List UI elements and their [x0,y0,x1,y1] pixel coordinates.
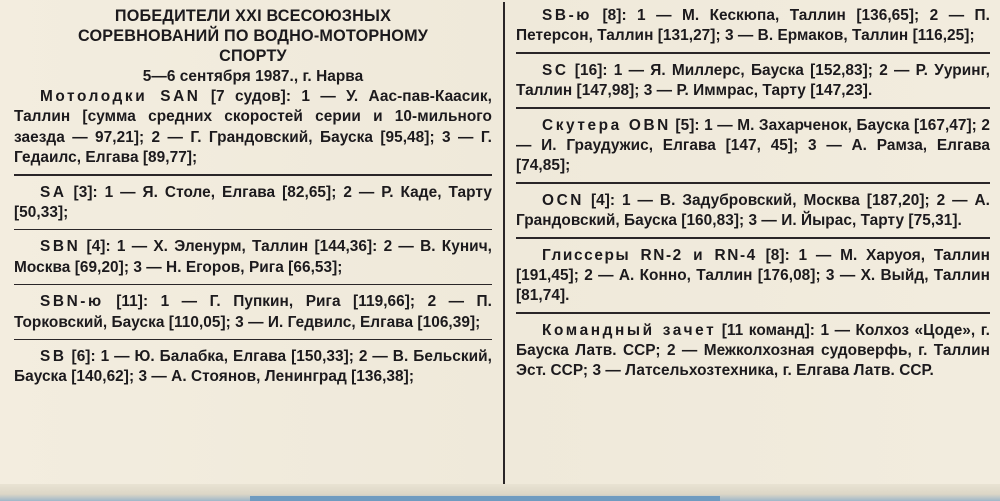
results-text: [16]: 1 — Я. Миллерс, Бауска [152,83]; 2 — Р. Ууринг, Таллин [147,98]; 3 — Р. Иммрас, Тарту [147,23]. [516,61,990,100]
section-divider [14,174,492,176]
page-edge [0,484,1000,501]
article-title [14,6,492,66]
class-label: Командный зачет [542,321,717,339]
results-entry [14,347,492,387]
section-divider [516,52,990,54]
title-line: СОРЕВНОВАНИЙ ПО ВОДНО-МОТОРНОМУ [77,27,429,45]
class-label: OCN [542,191,585,209]
results-text: [8]: 1 — М. Кескюпа, Таллин [136,65]; 2 — П. Петерсон, Таллин [131,27]; 3 — В. Ермаков, Таллин [116,25]; [516,7,990,45]
background-strip [250,496,720,501]
results-entry [516,191,990,231]
results-text: [11]: 1 — Г. Пупкин, Рига [119,66]; 2 — П. Торковский, Бауска [110,05]; 3 — И. Гедвилс, Елгава [106,39]; [14,293,492,331]
section-divider [516,182,990,184]
section-divider [516,107,990,109]
results-entry [14,237,492,277]
section-divider [516,237,990,239]
class-label: SA [40,183,67,201]
column-divider [503,2,505,484]
results-entry [14,183,492,223]
section-divider [14,229,492,231]
results-entry [14,292,492,332]
results-text: [4]: 1 — Х. Эленурм, Таллин [144,36]: 2 — В. Кунич, Москва [69,20]; 3 — Н. Егоров, Рига [66,53]; [14,238,492,276]
class-label: Мотолодки SAN [40,88,201,106]
class-label: SBN [40,238,81,256]
results-entry [14,87,492,168]
results-text: [3]: 1 — Я. Столе, Елгава [82,65]; 2 — Р. Каде, Тарту [50,33]; [14,183,492,221]
results-entry [516,246,990,307]
results-entry [516,321,990,382]
left-column [14,6,492,388]
results-text: [11 команд]: 1 — Колхоз «Цоде», г. Бауска Латв. ССР; 2 — Межколхозная судоверфь, г. Таллин Эст. ССР; 3 — Латсельхозтехника, г. Елгава Латв. ССР. [516,321,990,380]
class-label: Скутера OBN [542,116,671,134]
class-label: SBN-ю [40,293,104,311]
title-line: ПОБЕДИТЕЛИ XXI ВСЕСОЮЗНЫХ [114,7,392,25]
section-divider [14,339,492,341]
results-text: [8]: 1 — М. Харуоя, Таллин [191,45]; 2 — А. Конно, Таллин [176,08]; 3 — Х. Выйд, Таллин [81,74]. [516,246,991,305]
results-text: [4]: 1 — В. Задубровский, Москва [187,20]; 2 — А. Грандовский, Бауска [160,83]; 3 — И. Йырас, Тарту [75,31]. [516,191,990,230]
right-column [516,6,990,382]
results-entry [516,116,990,177]
class-label: SB-ю [542,7,593,24]
results-entry [516,61,990,101]
results-entry [516,6,990,46]
section-divider [516,312,990,314]
section-divider [14,284,492,286]
results-text: [5]: 1 — М. Захарченок, Бауска [167,47]; 2 — И. Граудужис, Елгава [147, 45]; 3 — А. Рамза, Елгава [74,85]; [516,116,990,175]
title-line: СПОРТУ [219,47,287,65]
results-text: [6]: 1 — Ю. Балабка, Елгава [150,33]; 2 — В. Бельский, Бауска [140,62]; 3 — А. Стоянов, Ленинград [136,38]; [14,348,492,386]
class-label: SB [40,348,67,366]
class-label: SC [542,61,569,79]
dateline: 5—6 сентября 1987., г. Нарва [142,68,364,85]
class-label: Глиссеры RN-2 и RN-4 [542,246,757,264]
results-text: [7 судов]: 1 — У. Аас-пав-Каасик, Таллин [сумма средних скоростей серии и 10-мильного заезда — 97,21]; 2 — Г. Грандовский, Бауска [95,48]; 3 — Г. Гедаилс, Елгава [89,77]; [14,88,492,166]
